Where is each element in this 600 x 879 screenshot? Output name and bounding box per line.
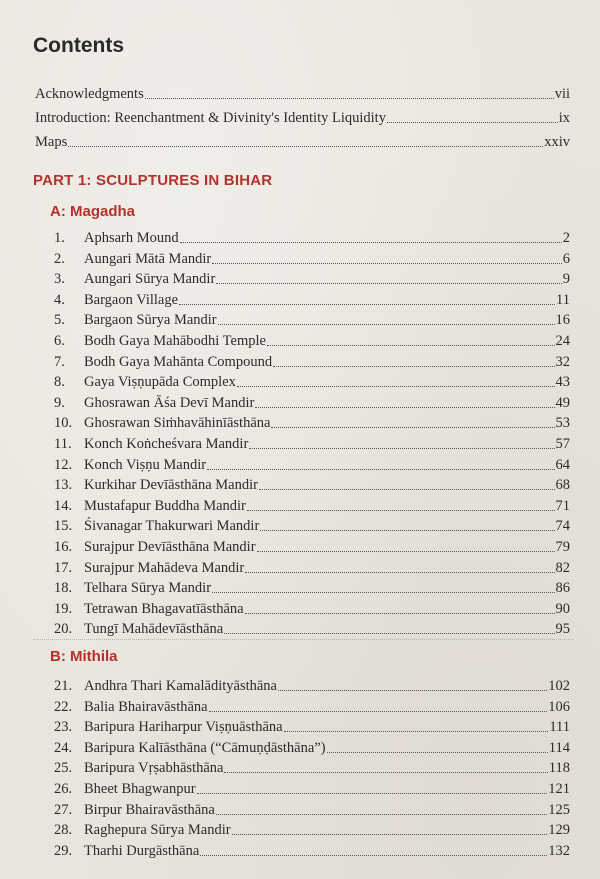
entry-number: 13. — [54, 477, 73, 494]
entry-label: Aphsarh Mound — [84, 230, 179, 246]
dot-leader — [267, 344, 555, 346]
dot-leader — [145, 97, 554, 99]
toc-entry — [54, 475, 570, 495]
entry-page: 132 — [548, 842, 570, 859]
entry-number: 18. — [54, 580, 73, 597]
entry-page: 95 — [555, 621, 570, 638]
toc-entry — [54, 578, 570, 598]
toc-entry — [35, 84, 570, 104]
entry-number: 16. — [54, 539, 73, 555]
dot-leader — [245, 571, 554, 573]
entry-label: Telhara Sūrya Mandir — [84, 580, 212, 597]
entry-page: 32 — [555, 353, 570, 370]
entry-label: Kurkihar Devīāsthāna Mandir — [84, 477, 258, 494]
dot-leader — [218, 323, 555, 325]
entry-page: 102 — [548, 678, 570, 694]
toc-entry — [54, 599, 570, 619]
entry-page: 106 — [548, 698, 570, 715]
toc-entry — [54, 619, 570, 639]
page-title: Contents — [33, 34, 124, 57]
part-heading: PART 1: SCULPTURES IN BIHAR — [33, 172, 273, 189]
toc-entry — [54, 697, 570, 717]
entry-page: 118 — [548, 760, 570, 777]
dot-leader — [247, 509, 555, 511]
entry-label: Tetrawan Bhagavatīāsthāna — [84, 600, 244, 617]
entry-label: Surajpur Devīāsthāna Mandir — [84, 539, 256, 555]
entry-page: 74 — [555, 518, 570, 535]
entry-label: Tungī Mahādevīāsthāna — [84, 621, 224, 638]
entry-page: 43 — [555, 374, 570, 391]
entry-number: 3. — [54, 271, 65, 288]
toc-entry — [54, 290, 570, 310]
entry-page: 9 — [562, 271, 570, 288]
toc-entry — [54, 249, 570, 269]
entry-number: 23. — [54, 719, 73, 736]
entry-page: xxiv — [544, 134, 570, 150]
dot-leader — [209, 710, 548, 712]
dot-leader — [212, 591, 554, 593]
entry-label: Mustafapur Buddha Mandir — [84, 497, 246, 514]
entry-label: Raghepura Sūrya Mandir — [84, 822, 231, 839]
entry-page: 71 — [555, 497, 570, 514]
entry-page: 111 — [549, 719, 570, 736]
dot-leader — [212, 262, 562, 264]
toc-entry — [54, 537, 570, 557]
dot-leader — [245, 612, 555, 614]
dot-leader — [207, 468, 554, 470]
entry-page: 90 — [555, 600, 570, 617]
entry-label: Baripura Vṛṣabhāsthāna — [84, 760, 224, 777]
toc-entry — [54, 496, 570, 516]
section-heading: A: Magadha — [50, 203, 136, 220]
entry-page: 114 — [548, 739, 570, 756]
entry-number: 25. — [54, 760, 73, 777]
entry-page: vii — [554, 86, 570, 102]
entry-number: 11. — [54, 436, 72, 452]
toc-entry — [54, 413, 570, 433]
entry-number: 20. — [54, 621, 73, 638]
entry-label: Baripura Kalīāsthāna (“Cāmuṇḍāsthāna”) — [84, 739, 326, 756]
toc-entry — [54, 516, 570, 536]
dot-leader — [327, 751, 548, 753]
dot-leader — [278, 689, 547, 691]
entry-number: 26. — [54, 781, 73, 797]
section-heading: B: Mithila — [50, 648, 118, 665]
entry-number: 10. — [54, 415, 73, 432]
entry-number: 5. — [54, 312, 65, 329]
toc-entry — [54, 738, 570, 758]
dot-leader — [237, 385, 555, 387]
entry-label: Tharhi Durgāsthāna — [84, 842, 200, 859]
dot-leader — [255, 406, 554, 408]
toc-entry — [54, 372, 570, 392]
dot-leader — [271, 426, 554, 428]
entry-label: Introduction: Reenchantment & Divinity's Identity Liquidity — [35, 110, 386, 126]
entry-page: 6 — [562, 250, 570, 267]
entry-page: 49 — [555, 394, 570, 411]
dot-leader — [224, 771, 547, 773]
entry-page: 16 — [555, 312, 570, 329]
dot-leader — [216, 813, 547, 815]
section-divider — [33, 639, 573, 640]
entry-label: Baripura Hariharpur Viṣṇuāsthāna — [84, 719, 283, 736]
entry-number: 15. — [54, 518, 73, 535]
entry-number: 4. — [54, 291, 65, 308]
toc-entry — [54, 800, 570, 820]
entry-page: 53 — [555, 415, 570, 432]
entry-number: 28. — [54, 822, 73, 839]
toc-entry — [54, 331, 570, 351]
entry-number: 12. — [54, 456, 73, 473]
entry-page: 82 — [555, 559, 570, 576]
entry-page: 11 — [556, 291, 570, 308]
entry-label: Surajpur Mahādeva Mandir — [84, 559, 245, 576]
toc-entry — [54, 310, 570, 330]
toc-entry — [54, 779, 570, 799]
entry-label: Ghosrawan Āśa Devī Mandir — [84, 394, 255, 411]
entry-page: 2 — [562, 230, 570, 246]
dot-leader — [284, 730, 549, 732]
dot-leader — [257, 550, 555, 552]
entry-page: 125 — [548, 801, 570, 818]
dot-leader — [259, 488, 555, 490]
entry-label: Balia Bhairavāsthāna — [84, 698, 208, 715]
dot-leader — [68, 145, 543, 147]
entry-page: 121 — [548, 781, 570, 797]
entry-label: Maps — [35, 134, 68, 150]
entry-page: 24 — [555, 333, 570, 349]
dot-leader — [260, 529, 554, 531]
entry-number: 17. — [54, 559, 73, 576]
dot-leader — [179, 303, 555, 305]
entry-page: 64 — [555, 456, 570, 473]
entry-number: 6. — [54, 333, 65, 349]
toc-entry — [54, 269, 570, 289]
toc-entry — [54, 717, 570, 737]
dot-leader — [232, 833, 548, 835]
entry-page: 129 — [548, 822, 570, 839]
entry-page: 86 — [555, 580, 570, 597]
entry-label: Ghosrawan Siṁhavāhinīāsthāna — [84, 415, 271, 432]
dot-leader — [224, 632, 554, 634]
entry-number: 19. — [54, 600, 73, 617]
toc-entry — [54, 455, 570, 475]
entry-number: 7. — [54, 353, 65, 370]
entry-label: Bodh Gaya Mahābodhi Temple — [84, 333, 266, 349]
entry-number: 8. — [54, 374, 65, 391]
entry-number: 24. — [54, 739, 73, 756]
toc-entry — [35, 108, 570, 128]
dot-leader — [216, 282, 561, 284]
entry-label: Bargaon Sūrya Mandir — [84, 312, 217, 329]
dot-leader — [387, 121, 558, 123]
entry-page: ix — [558, 110, 570, 126]
toc-entry — [54, 841, 570, 861]
entry-label: Gaya Viṣṇupāda Complex — [84, 374, 236, 391]
entry-label: Bheet Bhagwanpur — [84, 781, 196, 797]
entry-page: 79 — [555, 539, 570, 555]
entry-number: 14. — [54, 497, 73, 514]
toc-entry — [54, 228, 570, 248]
entry-number: 9. — [54, 394, 65, 411]
entry-label: Birpur Bhairavāsthāna — [84, 801, 215, 818]
toc-entry — [54, 434, 570, 454]
dot-leader — [273, 365, 554, 367]
toc-entry — [54, 820, 570, 840]
entry-label: Śivanagar Thakurwari Mandir — [84, 518, 260, 535]
entry-page: 68 — [555, 477, 570, 494]
entry-label: Bodh Gaya Mahānta Compound — [84, 353, 273, 370]
toc-entry — [35, 132, 570, 152]
entry-label: Konch Viṣṇu Mandir — [84, 456, 207, 473]
entry-label: Aungari Mātā Mandir — [84, 250, 212, 267]
entry-number: 1. — [54, 230, 65, 246]
entry-label: Andhra Thari Kamalādityāsthāna — [84, 678, 277, 694]
dot-leader — [249, 447, 554, 449]
entry-label: Konch Koṅcheśvara Mandir — [84, 436, 249, 452]
entry-label: Bargaon Village — [84, 291, 179, 308]
entry-number: 21. — [54, 678, 73, 694]
entry-page: 57 — [555, 436, 570, 452]
toc-entry — [54, 558, 570, 578]
toc-entry — [54, 393, 570, 413]
toc-entry — [54, 676, 570, 696]
entry-number: 22. — [54, 698, 73, 715]
entry-number: 2. — [54, 250, 65, 267]
dot-leader — [180, 241, 562, 243]
dot-leader — [200, 854, 547, 856]
entry-label: Acknowledgments — [35, 86, 144, 102]
toc-entry — [54, 352, 570, 372]
entry-label: Aungari Sūrya Mandir — [84, 271, 216, 288]
toc-entry — [54, 758, 570, 778]
entry-number: 29. — [54, 842, 73, 859]
dot-leader — [197, 792, 548, 794]
entry-number: 27. — [54, 801, 73, 818]
